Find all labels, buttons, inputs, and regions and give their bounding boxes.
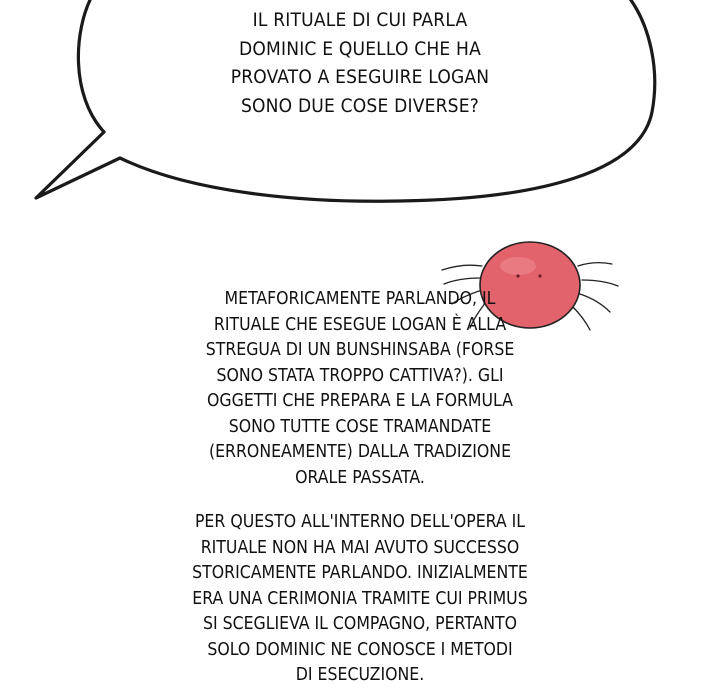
creature-eye: [516, 274, 519, 277]
creature-whisker: [582, 280, 618, 286]
author-note-paragraph-1: [140, 287, 580, 491]
note-line: METAFORICAMENTE PARLANDO, IL: [224, 289, 496, 309]
speech-line: PROVATO A ESEGUIRE LOGAN: [230, 66, 490, 88]
author-note-paragraph-2: [140, 510, 580, 689]
note-line: STORICAMENTE PARLANDO. INIZIALMENTE: [192, 563, 528, 583]
note-line: SONO STATA TROPPO CATTIVA?). GLI: [216, 365, 504, 386]
note-line: (ERRONEAMENTE) DALLA TRADIZIONE: [208, 442, 512, 462]
creature-whisker: [444, 278, 480, 284]
note-line: ORALE PASSATA.: [295, 467, 425, 488]
creature-eye: [538, 274, 541, 277]
note-line: SOLO DOMINIC NE CONOSCE I METODI: [207, 639, 513, 660]
creature-whisker: [580, 294, 610, 312]
note-line: RITUALE NON HA MAI AVUTO SUCCESSO: [200, 537, 520, 558]
creature-whisker: [442, 265, 482, 270]
creature-whisker: [578, 263, 612, 266]
note-line: DI ESECUZIONE.: [295, 665, 425, 685]
creature-highlight: [500, 257, 536, 275]
note-line: PER QUESTO ALL'INTERNO DELL'OPERA IL: [194, 512, 526, 532]
note-line: ERA UNA CERIMONIA TRAMITE CUI PRIMUS: [192, 588, 528, 609]
speech-line: SONO DUE COSE DIVERSE?: [240, 94, 480, 117]
speech-line: DOMINIC E QUELLO CHE HA: [239, 37, 481, 60]
note-line: RITUALE CHE ESEGUE LOGAN È ALLA: [213, 314, 507, 335]
speech-line: IL RITUALE DI CUI PARLA: [252, 9, 468, 31]
speech-bubble-text: [180, 6, 540, 120]
note-line: STREGUA DI UN BUNSHINSABA (FORSE: [205, 340, 515, 360]
note-line: SI SCEGLIEVA IL COMPAGNO, PERTANTO: [202, 614, 518, 634]
note-line: SONO TUTTE COSE TRAMANDATE: [228, 416, 492, 437]
note-line: OGGETTI CHE PREPARA E LA FORMULA: [207, 391, 513, 411]
